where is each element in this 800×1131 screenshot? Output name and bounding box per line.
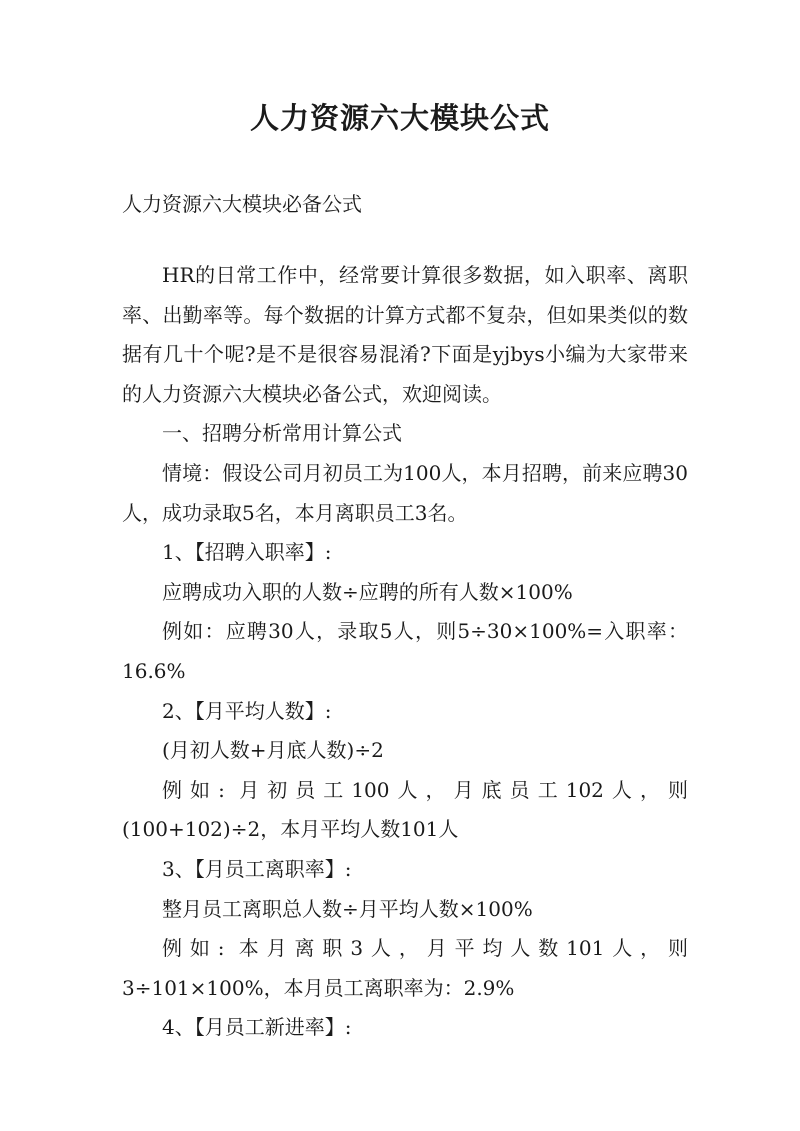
example-turnover-rate: 例如: 本月离职3人，月平均人数101人，则3÷101×100%，本月员工离职率为：2.9% (122, 936, 688, 1000)
scenario-paragraph: 情境：假设公司月初员工为100人，本月招聘，前来应聘30人，成功录取5名，本月离职员工3名。 (122, 460, 688, 525)
item-heading-average-headcount: 2、【月平均人数】: (162, 698, 332, 723)
item-heading-hire-rate: 1、【招聘入职率】: (162, 540, 332, 565)
example-hire-rate: 例如：应聘30人，录取5人，则5÷30×100%=入职率：16.6% (122, 619, 688, 683)
formula-hire-rate: 应聘成功入职的人数÷应聘的所有人数×100% (162, 579, 573, 604)
formula-turnover-rate: 整月员工离职总人数÷月平均人数×100% (162, 896, 533, 921)
document-subtitle: 人力资源六大模块必备公式 (122, 192, 362, 216)
item-heading-new-hire-rate: 4、【月员工新进率】: (162, 1015, 352, 1040)
item-heading-turnover-rate: 3、【月员工离职率】: (162, 856, 352, 881)
example-average-headcount: 例如: 月初员工100人，月底员工102人，则(100+102)÷2，本月平均人数101人 (122, 777, 688, 842)
section-heading-recruitment: 一、招聘分析常用计算公式 (162, 421, 402, 446)
document-title: 人力资源六大模块公式 (249, 101, 550, 135)
document-body (122, 256, 688, 1048)
intro-paragraph: HR的日常工作中，经常要计算很多数据，如入职率、离职率、出勤率等。每个数据的计算方式都不复杂，但如果类似的数据有几十个呢?是不是很容易混淆?下面是yjbys小编为大家带来的人力资源六大模块必备公式，欢迎阅读。 (122, 263, 688, 406)
formula-average-headcount: (月初人数+月底人数)÷2 (162, 738, 384, 763)
